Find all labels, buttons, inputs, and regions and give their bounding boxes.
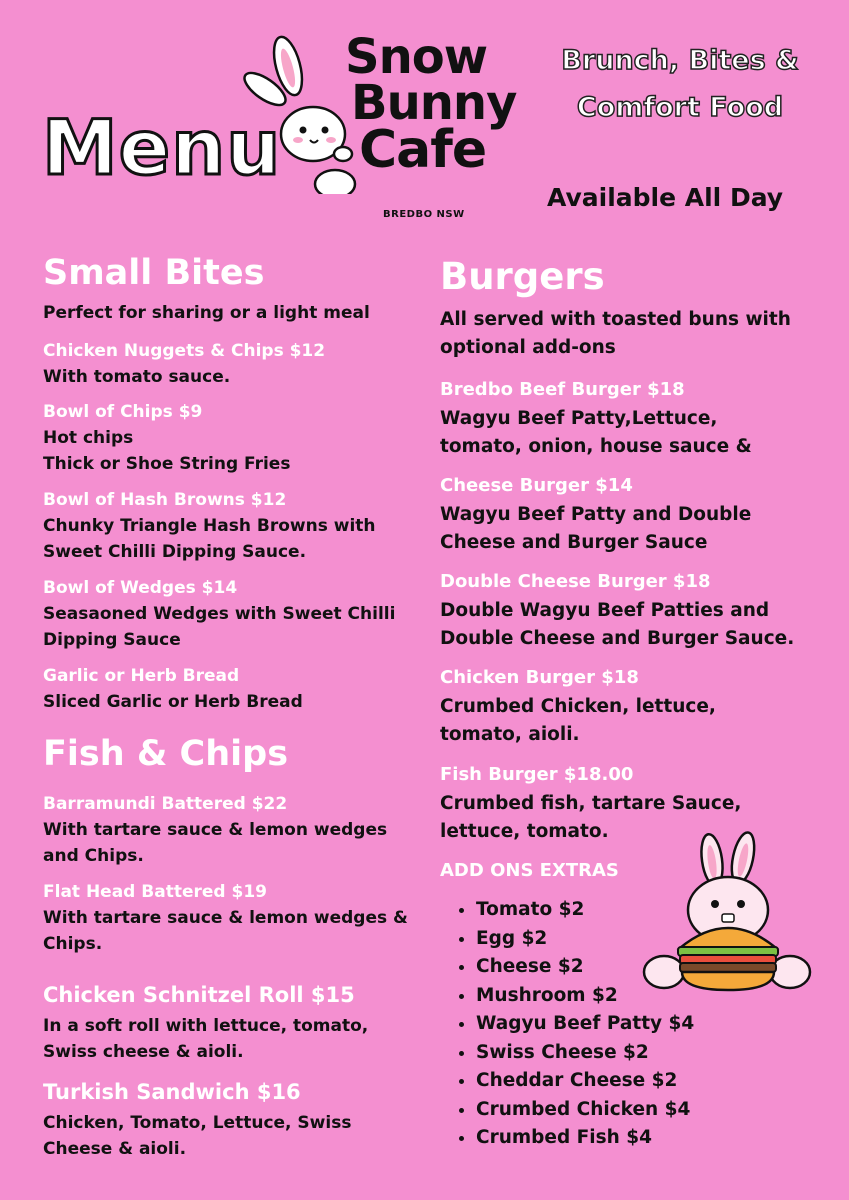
list-item: • Tomato $2 (476, 896, 694, 925)
list-item: • Cheddar Cheese $2 (476, 1067, 694, 1096)
menu-item-name: Flat Head Battered $19 (43, 882, 267, 902)
bunny-burger-icon (640, 830, 815, 1000)
location-label: BREDBO NSW (383, 209, 465, 220)
menu-item-name: Chicken Nuggets & Chips $12 (43, 341, 326, 361)
menu-item-name: Fish Burger $18.00 (440, 764, 634, 785)
menu-item-desc: With tartare sauce & lemon wedges & (43, 908, 408, 928)
menu-item-name: Chicken Schnitzel Roll $15 (43, 983, 355, 1007)
menu-item-desc: Hot chips (43, 428, 134, 448)
menu-item-desc: and Chips. (43, 846, 144, 866)
menu-item-name: Bowl of Chips $9 (43, 402, 203, 422)
menu-item-desc: Sliced Garlic or Herb Bread (43, 692, 303, 712)
menu-item-name: Cheese Burger $14 (440, 475, 633, 496)
menu-item-desc: Cheese & aioli. (43, 1139, 187, 1159)
menu-item-name: Bredbo Beef Burger $18 (440, 379, 685, 400)
availability-label: Available All Day (547, 183, 784, 212)
menu-item-desc: With tomato sauce. (43, 367, 231, 387)
menu-item-desc: lettuce, tomato. (440, 821, 609, 842)
list-item: • Wagyu Beef Patty $4 (476, 1010, 694, 1039)
menu-item-desc: Wagyu Beef Patty and Double (440, 504, 752, 525)
menu-item-name: Chicken Burger $18 (440, 667, 639, 688)
menu-item-desc: Chunky Triangle Hash Browns with (43, 516, 376, 536)
tagline-line-1: Brunch, Bites & (561, 45, 799, 76)
menu-item-name: Bowl of Hash Browns $12 (43, 490, 287, 510)
menu-item-desc: Swiss cheese & aioli. (43, 1042, 244, 1062)
list-item: • Swiss Cheese $2 (476, 1039, 694, 1068)
menu-item-desc: Wagyu Beef Patty,Lettuce, (440, 408, 718, 429)
menu-item-name: Bowl of Wedges $14 (43, 578, 238, 598)
menu-item-desc: Seasaoned Wedges with Sweet Chilli (43, 604, 396, 624)
addons-title: ADD ONS EXTRAS (440, 860, 619, 881)
list-item: • Crumbed Fish $4 (476, 1124, 694, 1153)
logo-line-snow: Snow (345, 29, 488, 85)
menu-item-desc: Cheese and Burger Sauce (440, 532, 708, 553)
list-item: • Egg $2 (476, 925, 694, 954)
list-item: • Cheese $2 (476, 953, 694, 982)
menu-item-desc: Sweet Chilli Dipping Sauce. (43, 542, 307, 562)
menu-item-desc: tomato, onion, house sauce & (440, 436, 752, 457)
bunny-logo-icon (243, 34, 358, 194)
menu-item-desc: Chicken, Tomato, Lettuce, Swiss (43, 1113, 352, 1133)
menu-item-desc: Crumbed Chicken, lettuce, (440, 696, 716, 717)
menu-item-desc: Crumbed fish, tartare Sauce, (440, 793, 742, 814)
menu-item-desc: Dipping Sauce (43, 630, 181, 650)
menu-item-desc: tomato, aioli. (440, 724, 580, 745)
menu-item-desc: Double Cheese and Burger Sauce. (440, 628, 795, 649)
menu-item-name: Garlic or Herb Bread (43, 666, 240, 686)
section-title-burgers: Burgers (440, 255, 605, 298)
section-desc-burgers: All served with toasted buns with (440, 309, 791, 330)
menu-item-desc: Chips. (43, 934, 103, 954)
menu-item-desc: With tartare sauce & lemon wedges (43, 820, 388, 840)
menu-item-desc: Thick or Shoe String Fries (43, 454, 291, 474)
logo-line-cafe: Cafe (359, 120, 487, 181)
menu-item-desc: Double Wagyu Beef Patties and (440, 600, 770, 621)
menu-item-desc: In a soft roll with lettuce, tomato, (43, 1016, 369, 1036)
list-item: • Crumbed Chicken $4 (476, 1096, 694, 1125)
section-desc-burgers: optional add-ons (440, 337, 616, 358)
list-item: • Mushroom $2 (476, 982, 694, 1011)
menu-item-name: Barramundi Battered $22 (43, 794, 288, 814)
menu-heading: Menu (42, 103, 282, 192)
tagline-line-2: Comfort Food (576, 92, 784, 123)
logo-line-bunny: Bunny (351, 75, 517, 132)
menu-item-name: Double Cheese Burger $18 (440, 571, 711, 592)
section-title-small-bites: Small Bites (43, 253, 265, 293)
cafe-logo (345, 29, 517, 181)
menu-item-name: Turkish Sandwich $16 (43, 1080, 301, 1104)
section-desc-small-bites: Perfect for sharing or a light meal (43, 303, 370, 323)
section-title-fish-chips: Fish & Chips (43, 734, 289, 774)
